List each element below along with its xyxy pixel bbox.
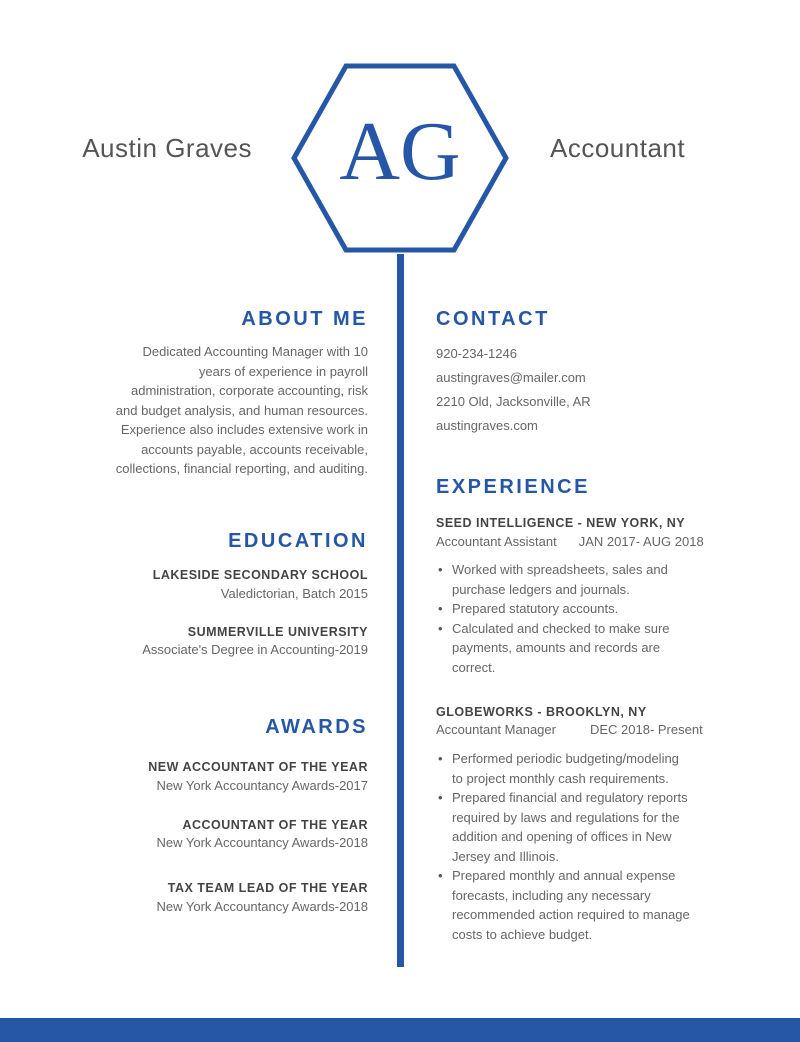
job-dates: JAN 2017- AUG 2018: [578, 534, 704, 549]
about-line: Dedicated Accounting Manager with 10: [142, 344, 368, 359]
education-detail: Valedictorian, Batch 2015: [220, 586, 368, 601]
bullet-line: • Prepared statutory accounts.: [452, 601, 619, 616]
monogram-initials: AG: [339, 105, 461, 198]
about-line: years of experience in payroll: [198, 363, 368, 379]
education-school: SUMMERVILLE UNIVERSITY: [187, 625, 368, 639]
candidate-name: Austin Graves: [82, 133, 252, 163]
job-bullet: [436, 619, 736, 678]
job-bullet: [436, 749, 746, 788]
education-heading: EDUCATION: [228, 530, 368, 552]
bullet-line: required by laws and regulations for the: [452, 809, 680, 825]
job-role-line: [436, 534, 704, 549]
bullet-line: costs to achieve budget.: [452, 926, 593, 942]
awards-heading: AWARDS: [265, 716, 368, 738]
job-role: Accountant Manager: [436, 722, 556, 737]
bullet-line: addition and opening of offices in New: [452, 829, 672, 844]
award-title: NEW ACCOUNTANT OF THE YEAR: [148, 760, 368, 774]
job-bullets: [436, 749, 746, 944]
job-bullet: [436, 560, 736, 599]
contact-heading: CONTACT: [436, 308, 550, 330]
bullet-line: correct.: [452, 659, 496, 675]
job-company: SEED INTELLIGENCE - NEW YORK, NY: [436, 516, 686, 530]
experience-heading: EXPERIENCE: [436, 476, 590, 498]
bullet-line: • Prepared financial and regulatory reports: [452, 790, 688, 805]
bullet-line: recommended action required to manage: [452, 907, 690, 922]
about-line: collections, financial reporting, and auditing.: [115, 461, 368, 476]
contact-email: austingraves@mailer.com: [436, 370, 586, 385]
job-bullet: [436, 788, 746, 866]
job-company: GLOBEWORKS - BROOKLYN, NY: [436, 705, 647, 719]
award-detail: New York Accountancy Awards-2018: [156, 899, 368, 914]
about-text: [116, 342, 368, 479]
award-detail: New York Accountancy Awards-2017: [156, 778, 368, 793]
job-dates: DEC 2018- Present: [589, 722, 703, 737]
bullet-line: forecasts, including any necessary: [452, 887, 651, 903]
contact-website: austingraves.com: [436, 418, 538, 433]
award-detail: New York Accountancy Awards-2018: [156, 835, 368, 850]
about-line: Experience also includes extensive work in: [120, 422, 368, 437]
about-line: and budget analysis, and human resources.: [115, 402, 368, 418]
bullet-line: • Calculated and checked to make sure: [452, 620, 670, 636]
bullet-line: • Performed periodic budgeting/modeling: [452, 751, 679, 766]
bullet-line: purchase ledgers and journals.: [452, 581, 630, 597]
candidate-title: Accountant: [550, 133, 686, 163]
bullet-line: Jersey and Illinois.: [452, 848, 559, 864]
center-divider-line: [397, 254, 404, 967]
contact-address: 2210 Old, Jacksonville, AR: [436, 394, 591, 409]
about-line: administration, corporate accounting, risk: [130, 383, 368, 398]
bullet-line: • Prepared monthly and annual expense: [452, 868, 676, 883]
job-role: Accountant Assistant: [436, 534, 557, 549]
job-bullet: [436, 599, 736, 619]
bullet-line: • Worked with spreadsheets, sales and: [452, 562, 668, 577]
award-title: ACCOUNTANT OF THE YEAR: [182, 818, 368, 832]
about-heading: ABOUT ME: [241, 308, 368, 330]
education-school: LAKESIDE SECONDARY SCHOOL: [152, 568, 368, 582]
about-line: accounts payable, accounts receivable,: [141, 441, 368, 457]
education-detail: Associate's Degree in Accounting-2019: [142, 642, 368, 657]
bullet-line: payments, amounts and records are: [452, 640, 661, 655]
award-title: TAX TEAM LEAD OF THE YEAR: [167, 881, 368, 895]
bullet-line: to project monthly cash requirements.: [452, 770, 669, 786]
job-bullet: [436, 866, 746, 944]
footer-bar: [0, 1018, 800, 1042]
contact-phone: 920-234-1246: [436, 346, 517, 361]
job-bullets: [436, 560, 736, 677]
job-role-line: [436, 722, 703, 737]
